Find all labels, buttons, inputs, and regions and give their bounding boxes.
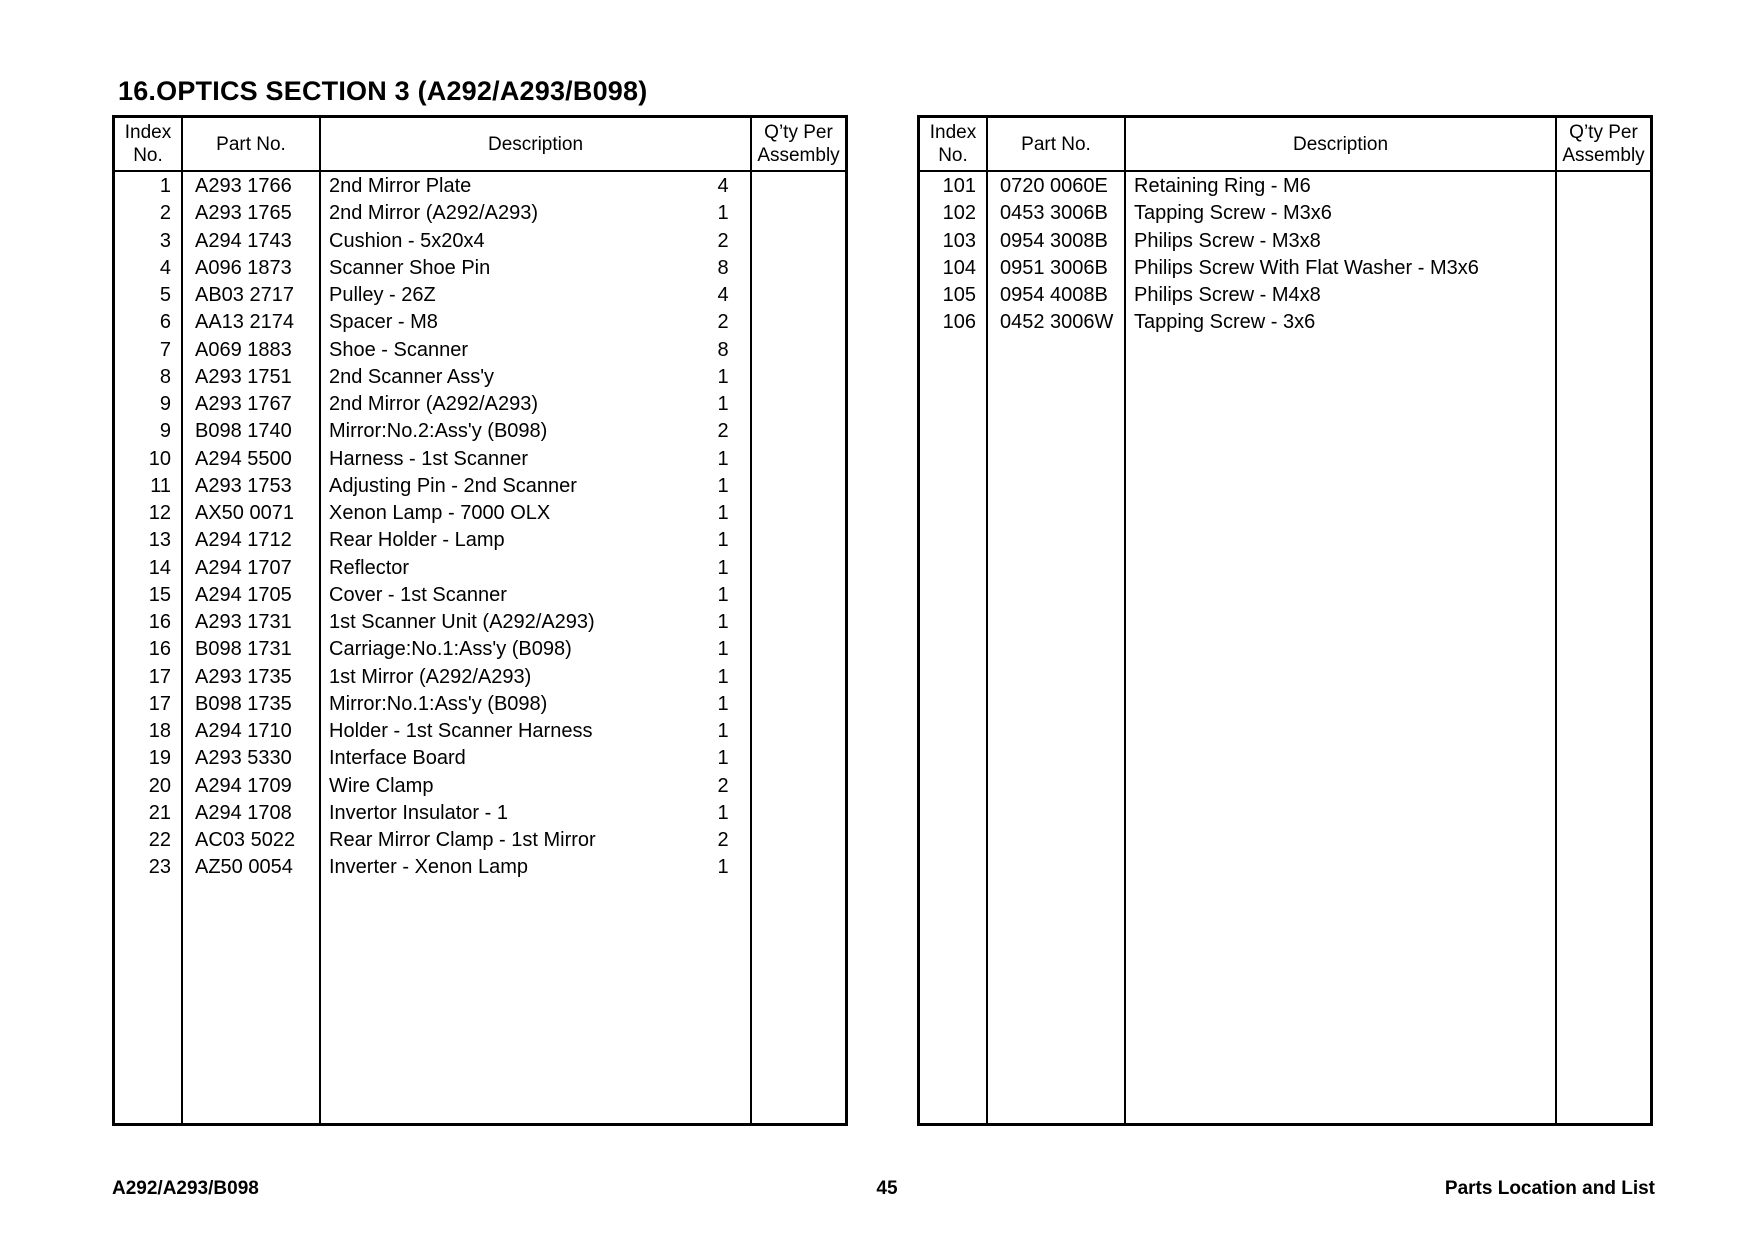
cell-qty xyxy=(1480,228,1576,255)
cell-description: Mirror:No.1:Ass'y (B098) xyxy=(329,692,548,715)
cell-part-no: B098 1735 xyxy=(195,692,292,715)
cell-qty: 2 xyxy=(717,420,729,443)
footer-page-number: 45 xyxy=(876,1178,898,1199)
cell-qty xyxy=(1480,255,1576,282)
table-row xyxy=(920,255,1650,282)
table-row xyxy=(920,173,1650,200)
table-row xyxy=(115,691,845,718)
cell-qty: 2 xyxy=(717,311,729,334)
cell-qty: 1 xyxy=(717,529,729,552)
cell-description: Rear Holder - Lamp xyxy=(329,529,505,552)
header-index: Index No. xyxy=(929,122,977,166)
cell-qty: 1 xyxy=(717,747,729,770)
cell-description: Cushion - 5x20x4 xyxy=(329,229,485,252)
cell-part-no: A293 1753 xyxy=(195,474,292,497)
cell-description: Philips Screw - M3x8 xyxy=(1134,229,1321,252)
table-row xyxy=(115,773,845,800)
cell-index: 106 xyxy=(942,311,976,334)
cell-index: 18 xyxy=(148,720,171,742)
cell-part-no: B098 1731 xyxy=(195,638,292,661)
table-row xyxy=(115,636,845,663)
cell-description: Interface Board xyxy=(329,747,466,770)
cell-qty xyxy=(1480,200,1576,227)
cell-index: 8 xyxy=(159,365,171,388)
cell-description: Xenon Lamp - 7000 OLX xyxy=(329,502,551,524)
table-row xyxy=(115,582,845,609)
cell-description: Shoe - Scanner xyxy=(329,338,468,361)
cell-description: 2nd Scanner Ass'y xyxy=(329,365,495,388)
cell-index: 12 xyxy=(148,502,171,524)
table-row xyxy=(920,200,1650,227)
page-title: 16.OPTICS SECTION 3 (A292/A293/B098) xyxy=(118,76,648,106)
cell-index: 20 xyxy=(148,774,171,797)
cell-index: 101 xyxy=(942,175,976,197)
cell-part-no: A294 1707 xyxy=(195,556,292,579)
cell-index: 3 xyxy=(159,229,171,252)
table-row xyxy=(920,228,1650,255)
cell-part-no: 0453 3006B xyxy=(1000,202,1108,225)
cell-index: 23 xyxy=(148,856,171,879)
cell-part-no: A294 1708 xyxy=(195,801,292,824)
table-row xyxy=(115,827,845,854)
cell-index: 7 xyxy=(159,338,171,361)
table-row xyxy=(920,282,1650,309)
cell-description: Inverter - Xenon Lamp xyxy=(329,856,528,879)
table-row xyxy=(115,309,845,336)
header-qty: Q’ty Per Assembly xyxy=(1562,122,1645,166)
cell-description: Invertor Insulator - 1 xyxy=(329,801,508,824)
cell-description: Wire Clamp xyxy=(329,774,434,797)
cell-qty: 1 xyxy=(717,447,729,470)
cell-part-no: A294 1743 xyxy=(195,229,292,252)
table-row xyxy=(115,337,845,364)
cell-index: 10 xyxy=(148,447,171,470)
cell-part-no: 0720 0060E xyxy=(1000,175,1108,197)
cell-index: 16 xyxy=(148,638,171,661)
cell-qty: 1 xyxy=(717,692,729,715)
cell-part-no: A096 1873 xyxy=(195,256,292,279)
cell-index: 17 xyxy=(148,665,171,688)
cell-description: Philips Screw With Flat Washer - M3x6 xyxy=(1134,256,1479,279)
cell-part-no: B098 1740 xyxy=(195,420,292,443)
cell-description: Philips Screw - M4x8 xyxy=(1134,284,1321,306)
cell-description: Spacer - M8 xyxy=(329,311,438,334)
table-row xyxy=(115,255,845,282)
cell-description: Rear Mirror Clamp - 1st Mirror xyxy=(329,829,596,851)
cell-index: 104 xyxy=(942,256,976,279)
header-divider xyxy=(920,170,1650,172)
table-body xyxy=(920,173,1650,337)
cell-description: Mirror:No.2:Ass'y (B098) xyxy=(329,420,548,443)
table-row xyxy=(115,854,845,881)
cell-index: 22 xyxy=(148,829,171,851)
cell-index: 11 xyxy=(150,474,171,497)
cell-description: 1st Scanner Unit (A292/A293) xyxy=(329,611,595,633)
header-part-no: Part No. xyxy=(216,133,286,155)
cell-part-no: AA13 2174 xyxy=(195,311,294,334)
cell-qty: 1 xyxy=(717,611,729,633)
cell-part-no: A069 1883 xyxy=(195,338,292,361)
table-row xyxy=(115,282,845,309)
cell-index: 19 xyxy=(148,747,171,770)
cell-qty: 4 xyxy=(717,175,729,197)
table-row xyxy=(115,228,845,255)
table-row xyxy=(115,745,845,772)
cell-index: 2 xyxy=(159,202,171,225)
cell-part-no: AC03 5022 xyxy=(195,829,296,851)
cell-qty: 8 xyxy=(717,338,729,361)
cell-description: Adjusting Pin - 2nd Scanner xyxy=(329,474,577,497)
cell-qty xyxy=(1480,309,1576,336)
table-row xyxy=(115,609,845,636)
cell-part-no: A294 1709 xyxy=(195,774,292,797)
cell-part-no: A293 1765 xyxy=(195,202,292,225)
cell-index: 1 xyxy=(159,175,171,197)
cell-description: Carriage:No.1:Ass'y (B098) xyxy=(329,638,572,661)
footer-section: Parts Location and List xyxy=(1444,1178,1655,1199)
cell-index: 5 xyxy=(159,284,171,306)
table-row xyxy=(115,800,845,827)
cell-qty: 4 xyxy=(717,284,729,306)
cell-description: Retaining Ring - M6 xyxy=(1134,175,1311,197)
parts-table-right xyxy=(917,115,1653,1126)
cell-qty: 1 xyxy=(717,202,729,225)
cell-index: 6 xyxy=(159,311,171,334)
cell-qty: 1 xyxy=(717,502,729,524)
cell-part-no: A293 5330 xyxy=(195,747,292,770)
cell-part-no: A293 1735 xyxy=(195,665,292,688)
cell-description: Holder - 1st Scanner Harness xyxy=(329,720,593,742)
cell-part-no: A293 1767 xyxy=(195,393,292,415)
table-row xyxy=(115,664,845,691)
cell-part-no: 0452 3006W xyxy=(1000,311,1114,334)
cell-description: Scanner Shoe Pin xyxy=(329,256,491,279)
cell-index: 17 xyxy=(148,692,171,715)
cell-description: Reflector xyxy=(329,556,410,579)
cell-part-no: AB03 2717 xyxy=(195,284,294,306)
cell-index: 14 xyxy=(148,556,171,579)
table-row xyxy=(115,555,845,582)
cell-qty: 1 xyxy=(717,474,729,497)
cell-description: 2nd Mirror Plate xyxy=(329,175,472,197)
table-row xyxy=(115,473,845,500)
cell-part-no: AZ50 0054 xyxy=(195,856,293,879)
cell-qty: 2 xyxy=(717,774,729,797)
cell-index: 102 xyxy=(942,202,976,225)
cell-description: Tapping Screw - M3x6 xyxy=(1134,202,1332,225)
table-row xyxy=(115,418,845,445)
cell-index: 16 xyxy=(148,611,171,633)
cell-part-no: A294 1710 xyxy=(195,720,292,742)
table-row xyxy=(920,309,1650,336)
cell-qty: 1 xyxy=(717,583,729,606)
cell-part-no: A293 1751 xyxy=(195,365,292,388)
cell-index: 9 xyxy=(159,393,171,415)
cell-qty: 8 xyxy=(717,256,729,279)
header-divider xyxy=(115,170,845,172)
cell-description: 1st Mirror (A292/A293) xyxy=(329,665,532,688)
cell-index: 21 xyxy=(148,801,171,824)
table-row xyxy=(115,446,845,473)
table-body xyxy=(115,173,845,882)
cell-qty: 1 xyxy=(717,556,729,579)
footer-model: A292/A293/B098 xyxy=(112,1178,259,1199)
cell-index: 103 xyxy=(942,229,976,252)
table-row xyxy=(115,500,845,527)
table-row xyxy=(115,527,845,554)
cell-qty: 1 xyxy=(717,665,729,688)
cell-index: 105 xyxy=(942,284,976,306)
header-qty: Q’ty Per Assembly xyxy=(757,122,840,166)
cell-part-no: 0951 3006B xyxy=(1000,256,1108,279)
header-index: Index No. xyxy=(124,122,172,166)
cell-qty: 2 xyxy=(717,229,729,252)
cell-index: 15 xyxy=(148,583,171,606)
cell-part-no: A294 5500 xyxy=(195,447,292,470)
cell-description: 2nd Mirror (A292/A293) xyxy=(329,393,538,415)
cell-part-no: A293 1731 xyxy=(195,611,292,633)
cell-description: Harness - 1st Scanner xyxy=(329,447,528,470)
cell-index: 13 xyxy=(148,529,171,552)
cell-qty: 1 xyxy=(717,720,729,742)
cell-part-no: 0954 3008B xyxy=(1000,229,1108,252)
cell-description: Pulley - 26Z xyxy=(329,284,436,306)
header-description: Description xyxy=(1292,133,1389,155)
cell-qty: 1 xyxy=(717,365,729,388)
table-row xyxy=(115,391,845,418)
table-row xyxy=(115,173,845,200)
cell-qty: 1 xyxy=(717,856,729,879)
cell-description: 2nd Mirror (A292/A293) xyxy=(329,202,538,225)
table-row xyxy=(115,718,845,745)
cell-description: Cover - 1st Scanner xyxy=(329,583,507,606)
table-row xyxy=(115,200,845,227)
cell-part-no: A293 1766 xyxy=(195,175,292,197)
cell-part-no: A294 1712 xyxy=(195,529,292,552)
cell-qty: 1 xyxy=(717,393,729,415)
cell-part-no: A294 1705 xyxy=(195,583,292,606)
header-description: Description xyxy=(487,133,584,155)
cell-qty: 1 xyxy=(717,638,729,661)
cell-part-no: AX50 0071 xyxy=(195,502,294,524)
cell-qty xyxy=(1480,282,1576,309)
header-part-no: Part No. xyxy=(1021,133,1091,155)
cell-qty: 1 xyxy=(717,801,729,824)
table-row xyxy=(115,364,845,391)
cell-qty: 2 xyxy=(717,829,729,851)
cell-qty xyxy=(1480,173,1576,200)
cell-index: 4 xyxy=(159,256,171,279)
parts-table-left xyxy=(112,115,848,1126)
cell-description: Tapping Screw - 3x6 xyxy=(1134,311,1316,334)
cell-index: 9 xyxy=(159,420,171,443)
cell-part-no: 0954 4008B xyxy=(1000,284,1108,306)
